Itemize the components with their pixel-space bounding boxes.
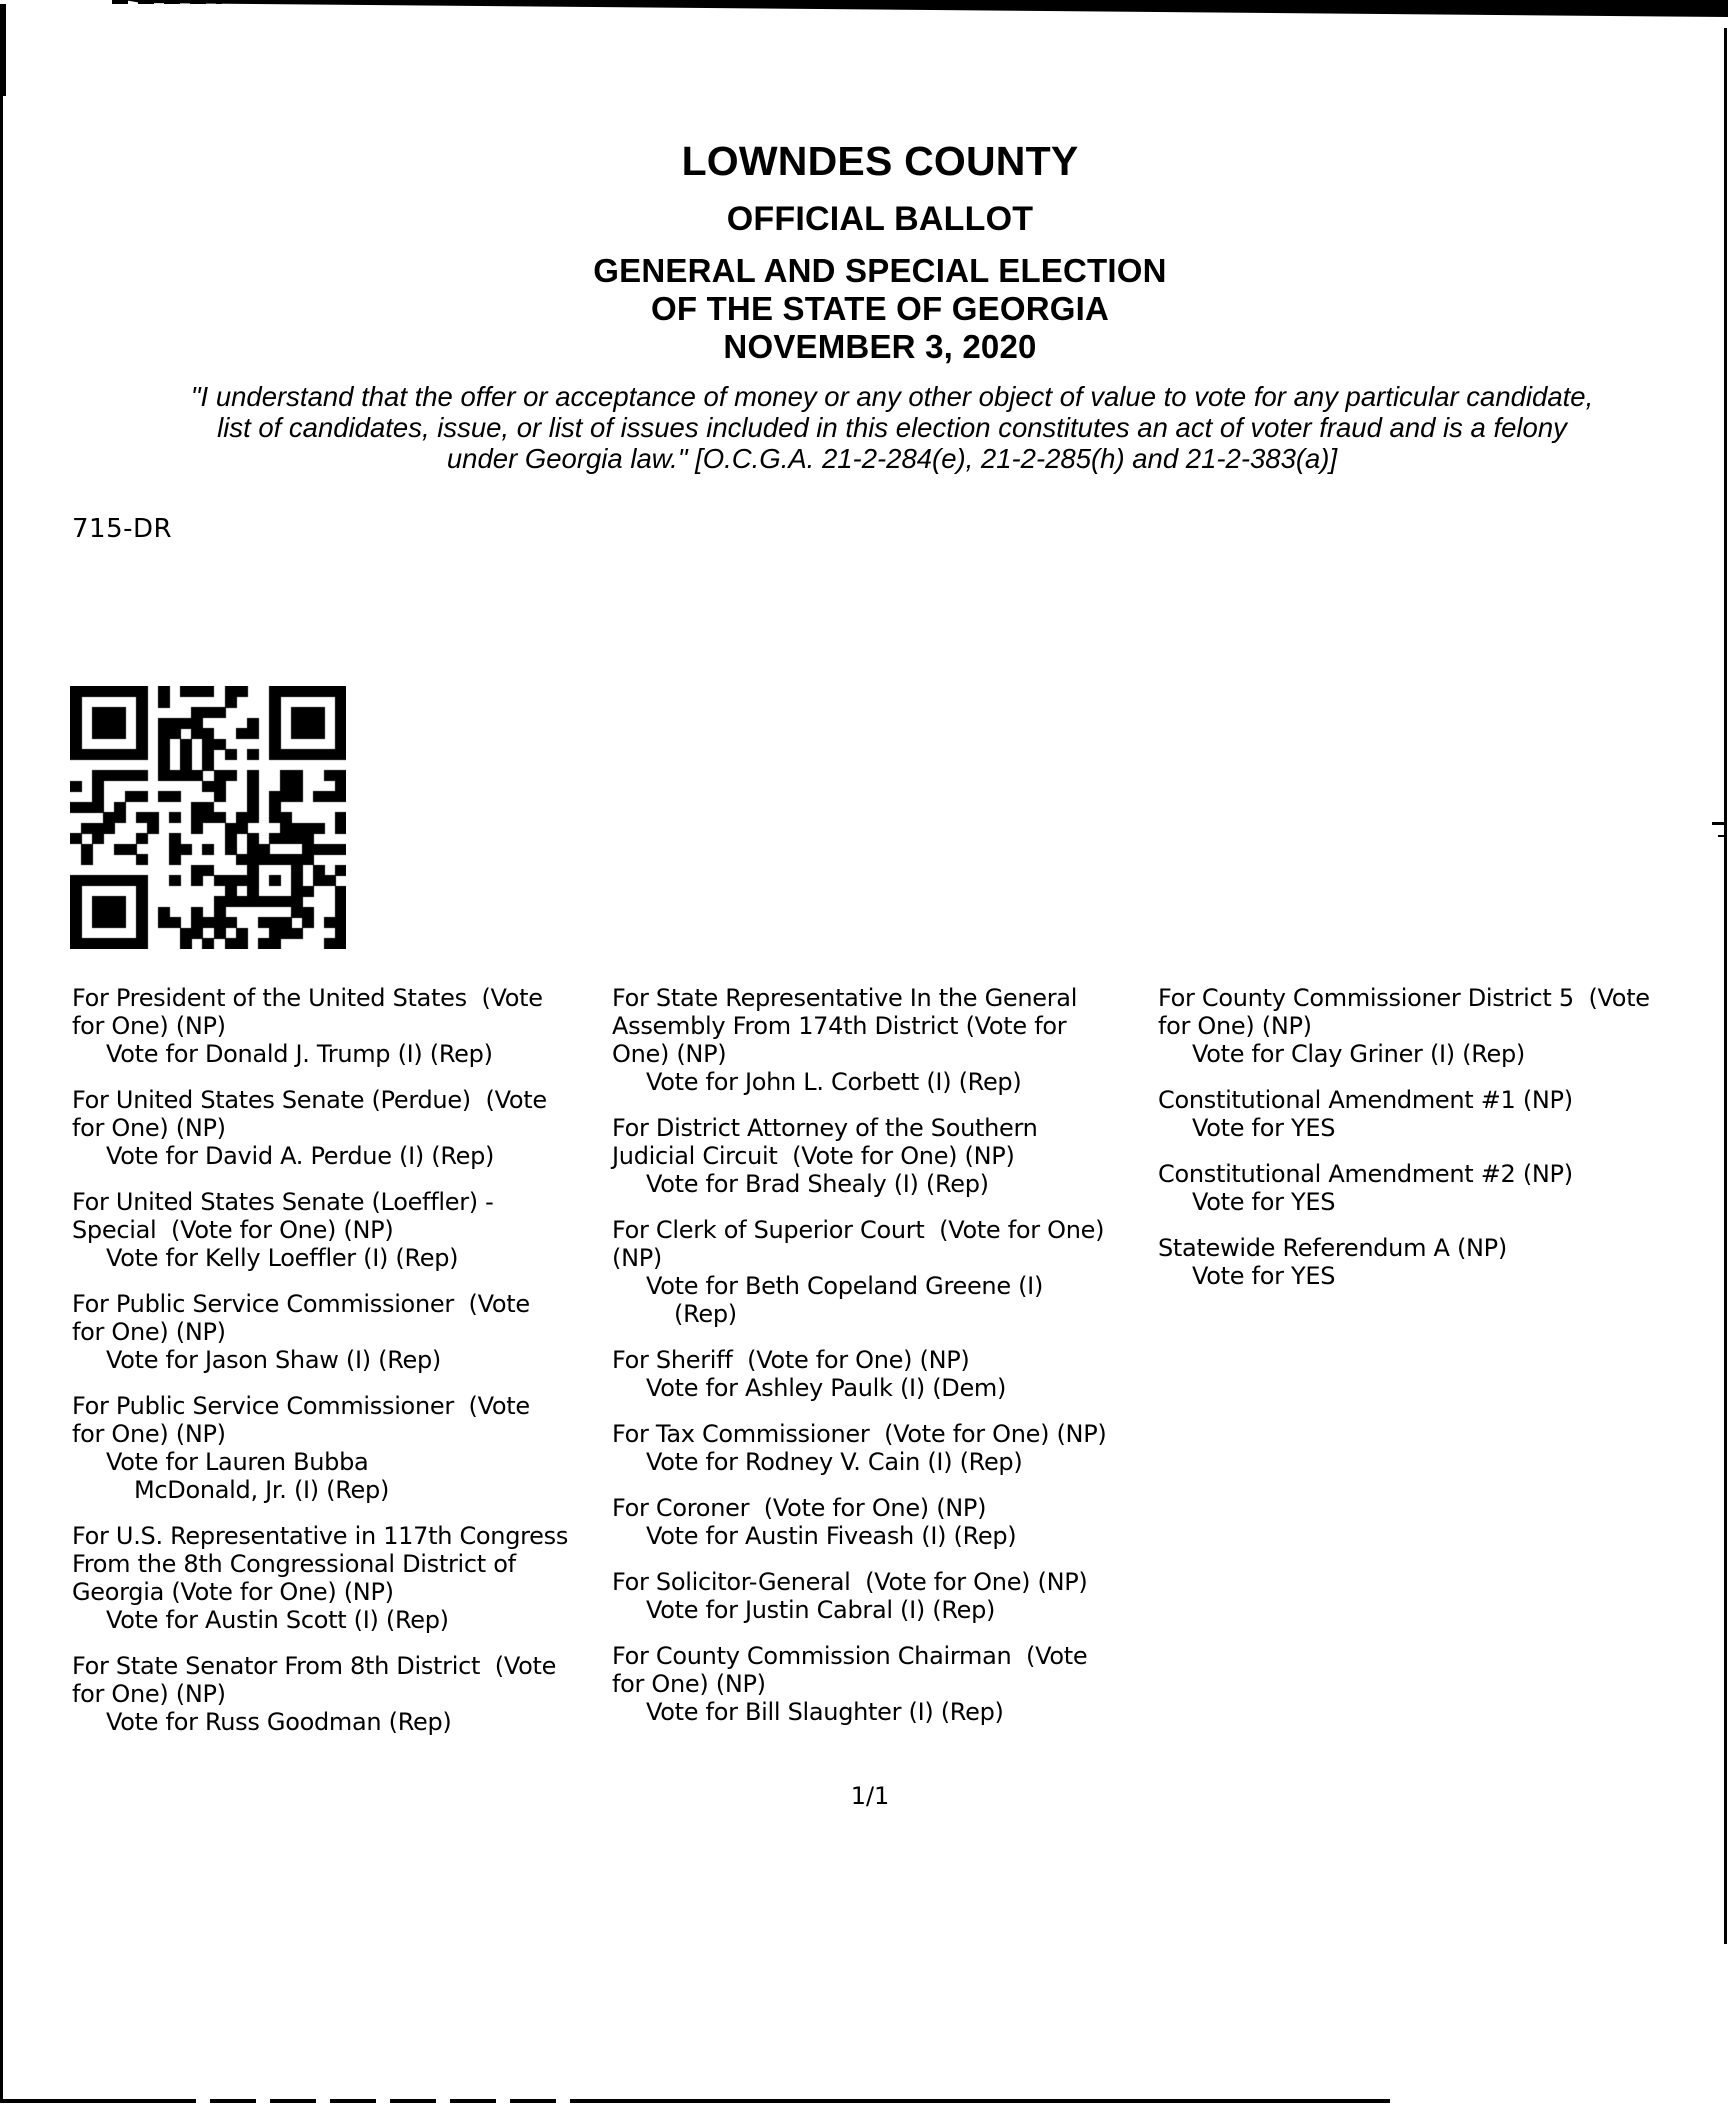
contest-block [72,1522,612,1634]
vote-line: Vote for Bill Slaughter (I) (Rep) [646,1698,1004,1726]
contest-heading-line: For United States Senate (Perdue) (Vote [72,1086,547,1114]
contest-heading-line: Constitutional Amendment #1 (NP) [1158,1086,1573,1114]
contest-heading-line: For County Commission Chairman (Vote [612,1642,1088,1670]
contest-heading-line: For Clerk of Superior Court (Vote for One) [612,1216,1105,1244]
contest-block [72,1652,612,1736]
contest-heading-line: for One) (NP) [72,1420,226,1448]
ballot-type: OFFICIAL BALLOT [726,200,1034,238]
contest-block [1158,1160,1728,1216]
vote-line: Vote for Kelly Loeffler (I) (Rep) [106,1244,459,1272]
vote-line: Vote for YES [1192,1262,1336,1290]
ballot-column-3 [1158,984,1728,1308]
contest-block [72,1290,612,1374]
election-title [16,252,1728,366]
contest-heading-line: Constitutional Amendment #2 (NP) [1158,1160,1573,1188]
contest-heading-line: For Public Service Commissioner (Vote [72,1392,530,1420]
scan-artifact-right-tick [1718,835,1725,837]
contest-heading-line: (NP) [612,1244,662,1272]
contest-block [612,1642,1158,1726]
contest-heading-line: For Sheriff (Vote for One) (NP) [612,1346,970,1374]
vote-line: Vote for Donald J. Trump (I) (Rep) [106,1040,493,1068]
contest-block [612,1568,1158,1624]
contest-heading-line: For U.S. Representative in 117th Congress [72,1522,569,1550]
vote-line: Vote for Brad Shealy (I) (Rep) [646,1170,989,1198]
contest-heading-line: Special (Vote for One) (NP) [72,1216,394,1244]
contest-block [72,1188,612,1272]
vote-line: Vote for YES [1192,1188,1336,1216]
contest-heading-line: For County Commissioner District 5 (Vote [1158,984,1650,1012]
ballot-style-code: 715-DR [72,514,173,544]
contest-heading-line: For Tax Commissioner (Vote for One) (NP) [612,1420,1107,1448]
vote-line: Vote for Ashley Paulk (I) (Dem) [646,1374,1007,1402]
disclaimer-line: list of candidates, issue, or list of issues included in this election constitutes an act of voter fraud and is a felony [217,412,1567,443]
vote-line: Vote for Austin Fiveash (I) (Rep) [646,1522,1017,1550]
contest-heading-line: for One) (NP) [72,1680,226,1708]
voter-fraud-disclaimer [28,381,1728,474]
election-title-line: GENERAL AND SPECIAL ELECTION [593,252,1167,289]
contest-block [1158,1086,1728,1142]
contest-heading-line: For President of the United States (Vote [72,984,543,1012]
scan-artifact-top-dashes [112,0,222,4]
county-title: LOWNDES COUNTY [681,138,1079,184]
contest-block [612,1114,1158,1198]
contest-heading-line: for One) (NP) [1158,1012,1312,1040]
contest-heading-line: Judicial Circuit (Vote for One) (NP) [612,1142,1015,1170]
contest-block [72,1086,612,1170]
contest-block [612,1346,1158,1402]
scan-artifact-top-edge [0,0,1728,17]
vote-line: Vote for John L. Corbett (I) (Rep) [646,1068,1022,1096]
ballot-column-2 [612,984,1158,1744]
scan-artifact-bottom-gaps [150,2099,570,2103]
contest-heading-line: From the 8th Congressional District of [72,1550,516,1578]
contest-heading-line: For United States Senate (Loeffler) - [72,1188,494,1216]
vote-line: Vote for YES [1192,1114,1336,1142]
vote-line: (Rep) [674,1300,737,1328]
disclaimer-line: "I understand that the offer or acceptance of money or any other object of value to vote for any particular candidate, [190,381,1594,412]
qr-code [70,686,346,949]
contest-block [612,1420,1158,1476]
disclaimer-line: under Georgia law." [O.C.G.A. 21-2-284(e), 21-2-285(h) and 21-2-383(a)] [446,443,1338,474]
contest-heading-line: Assembly From 174th District (Vote for [612,1012,1067,1040]
election-title-line: NOVEMBER 3, 2020 [723,328,1037,365]
vote-line: Vote for Clay Griner (I) (Rep) [1192,1040,1526,1068]
scan-artifact-right-tick [1712,822,1725,825]
contest-heading-line: for One) (NP) [612,1670,766,1698]
contest-heading-line: For State Representative In the General [612,984,1078,1012]
contest-block [612,984,1158,1096]
election-title-line: OF THE STATE OF GEORGIA [650,290,1110,327]
vote-line: Vote for Lauren Bubba [106,1448,369,1476]
page-number: 1/1 [850,1782,890,1810]
vote-line: Vote for David A. Perdue (I) (Rep) [106,1142,495,1170]
vote-line: Vote for Rodney V. Cain (I) (Rep) [646,1448,1023,1476]
contest-block [612,1494,1158,1550]
contest-heading-line: for One) (NP) [72,1114,226,1142]
contest-block [72,984,612,1068]
contest-heading-line: for One) (NP) [72,1012,226,1040]
vote-line: Vote for Jason Shaw (I) (Rep) [106,1346,441,1374]
contest-heading-line: One) (NP) [612,1040,727,1068]
contest-heading-line: For Coroner (Vote for One) (NP) [612,1494,987,1522]
contest-block [72,1392,612,1504]
vote-line: Vote for Beth Copeland Greene (I) [646,1272,1044,1300]
contest-heading-line: For Solicitor-General (Vote for One) (NP) [612,1568,1088,1596]
contest-heading-line: For District Attorney of the Southern [612,1114,1038,1142]
vote-line: Vote for Russ Goodman (Rep) [106,1708,452,1736]
contest-heading-line: For Public Service Commissioner (Vote [72,1290,530,1318]
contest-heading-line: For State Senator From 8th District (Vote [72,1652,557,1680]
ballot-column-1 [72,984,612,1754]
contest-block [1158,1234,1728,1290]
contest-block [612,1216,1158,1328]
vote-line: Vote for Austin Scott (I) (Rep) [106,1606,449,1634]
vote-line: Vote for Justin Cabral (I) (Rep) [646,1596,996,1624]
contest-heading-line: Statewide Referendum A (NP) [1158,1234,1507,1262]
contest-heading-line: for One) (NP) [72,1318,226,1346]
contest-block [1158,984,1728,1068]
contest-heading-line: Georgia (Vote for One) (NP) [72,1578,394,1606]
vote-line: McDonald, Jr. (I) (Rep) [134,1476,390,1504]
scan-artifact-left-edge [0,4,3,2102]
